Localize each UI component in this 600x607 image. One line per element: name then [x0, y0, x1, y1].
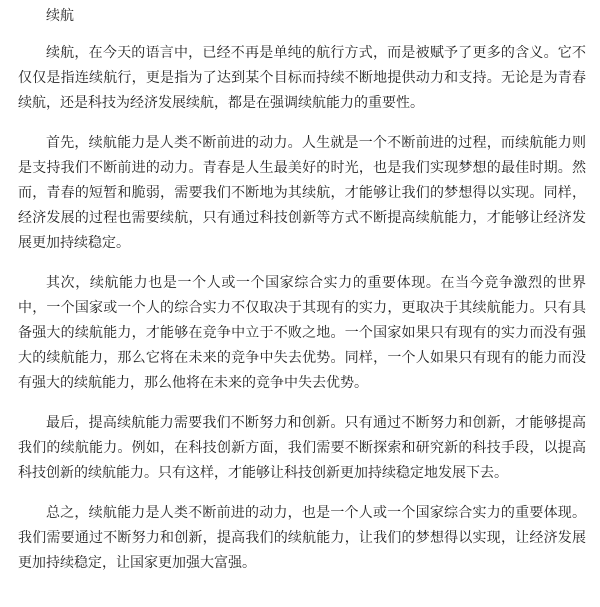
paragraph-second-point: 其次，续航能力也是一个人或一个国家综合实力的重要体现。在当今竞争激烈的世界中，一个国家或一个人的综合实力不仅取决于其现有的实力，更取决于其续航能力。只有具备强大的续航能力，才能够在竞争中立于不败之地。一个国家如果只有现有的实力而没有强大的续航能力，那么它将在未来的竞争中失去优势。同样，一个人如果只有现有的能力而没有强大的续航能力，那么他将在未来的竞争中失去优势。	[18, 275, 586, 391]
document-body	[18, 0, 586, 576]
paragraph-third-point: 最后，提高续航能力需要我们不断努力和创新。只有通过不断努力和创新，才能够提高我们的续航能力。例如，在科技创新方面，我们需要不断探索和研究新的科技手段，以提高科技创新的续航能力。只有这样，才能够让科技创新更加持续稳定地发展下去。	[18, 415, 586, 481]
paragraph-intro: 续航，在今天的语言中，已经不再是单纯的航行方式，而是被赋予了更多的含义。它不仅仅是指连续航行，更是指为了达到某个目标而持续不断地提供动力和支持。无论是为青春续航，还是科技为经济发展续航，都是在强调续航能力的重要性。	[18, 45, 586, 111]
paragraph-conclusion: 总之，续航能力是人类不断前进的动力，也是一个人或一个国家综合实力的重要体现。我们需要通过不断努力和创新，提高我们的续航能力，让我们的梦想得以实现，让经济发展更加持续稳定，让国家更加强大富强。	[18, 505, 586, 571]
paragraph-first-point: 首先，续航能力是人类不断前进的动力。人生就是一个不断前进的过程，而续航能力则是支持我们不断前进的动力。青春是人生最美好的时光，也是我们实现梦想的最佳时期。然而，青春的短暂和脆弱，需要我们不断地为其续航，才能够让我们的梦想得以实现。同样，经济发展的过程也需要续航，只有通过科技创新等方式不断提高续航能力，才能够让经济发展更加持续稳定。	[18, 135, 586, 251]
document-title: 续航	[46, 8, 74, 24]
